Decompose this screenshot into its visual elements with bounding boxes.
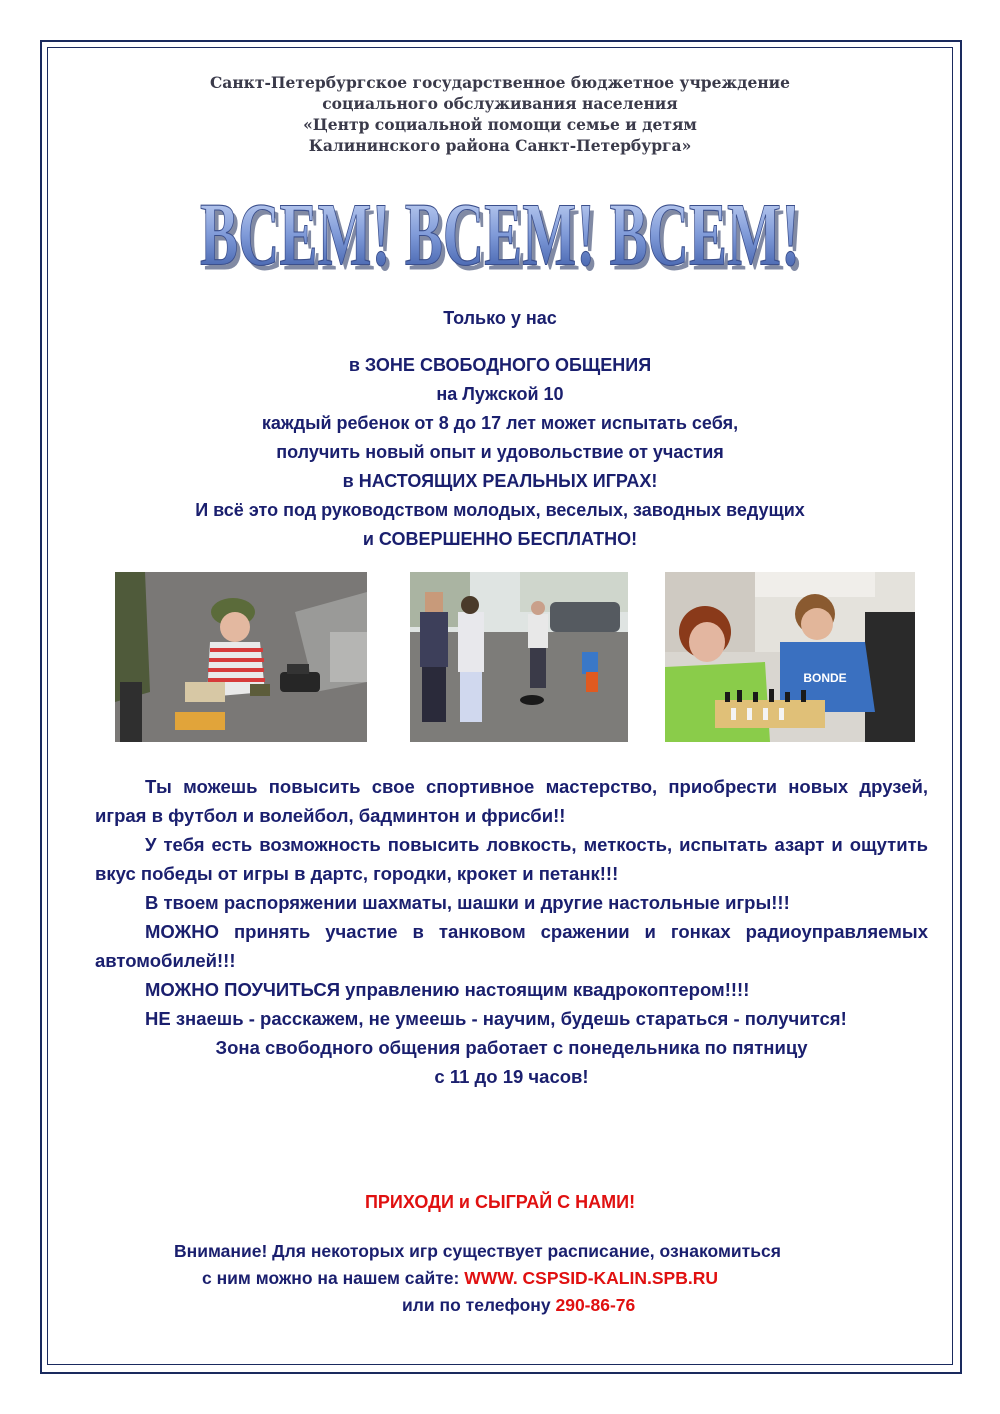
- notice-phone-line: [150, 1292, 930, 1319]
- photo-chess-game: [665, 572, 915, 742]
- shirt-print: BONDE: [803, 671, 847, 685]
- body-paragraph: МОЖНО принять участие в танковом сражении и гонках радиоуправляемых автомобилей!!!: [95, 921, 928, 971]
- organization-header: [100, 72, 900, 156]
- main-body-text: [95, 772, 928, 1091]
- website-link[interactable]: WWW. CSPSID-KALIN.SPB.RU: [464, 1268, 718, 1288]
- intro-line: на Лужской 10: [436, 384, 564, 404]
- photo-rc-tank: [115, 572, 367, 742]
- body-paragraph: Ты можешь повысить свое спортивное мастерство, приобрести новых друзей, играя в футбол и волейбол, бадминтон и фрисби!!: [95, 776, 928, 826]
- org-line: социального обслуживания населения: [322, 94, 678, 113]
- intro-line: и СОВЕРШЕННО БЕСПЛАТНО!: [362, 529, 638, 549]
- phone-number[interactable]: 290-86-76: [555, 1295, 636, 1315]
- notice-line: Внимание! Для некоторых игр существует расписание, ознакомиться: [174, 1241, 781, 1261]
- body-paragraph: НЕ знаешь - расскажем, не умеешь - научим, будешь стараться - получится!: [145, 1008, 847, 1029]
- intro-line: в НАСТОЯЩИХ РЕАЛЬНЫХ ИГРАХ!: [342, 471, 658, 491]
- schedule-hours: с 11 до 19 часов!: [434, 1066, 589, 1087]
- intro-line: получить новый опыт и удовольствие от участия: [276, 442, 724, 462]
- notice-phone-prefix: или по телефону: [402, 1295, 556, 1315]
- headline-text: ВСЕМ! ВСЕМ! ВСЕМ!: [200, 185, 800, 285]
- intro-line: каждый ребенок от 8 до 17 лет может испытать себя,: [261, 413, 739, 433]
- org-line: Санкт-Петербургское государственное бюджетное учреждение: [209, 73, 791, 92]
- notice-site-line: [150, 1265, 930, 1292]
- body-paragraph: У тебя есть возможность повысить ловкость, меткость, испытать азарт и ощутить вкус победы от игры в дартс, городки, крокет и петанк!!!: [95, 834, 928, 884]
- call-to-action: ПРИХОДИ и СЫГРАЙ С НАМИ!: [364, 1192, 636, 1212]
- photo-drone-yard: [410, 572, 628, 742]
- notice-site-prefix: с ним можно на нашем сайте:: [202, 1268, 465, 1288]
- schedule-line: Зона свободного общения работает с понедельника по пятницу: [215, 1037, 808, 1058]
- body-paragraph: В твоем распоряжении шахматы, шашки и другие настольные игры!!!: [145, 892, 790, 913]
- org-line: Калининского района Санкт-Петербурга»: [308, 136, 692, 155]
- intro-only-us: Только у нас: [443, 308, 557, 328]
- org-line: «Центр социальной помощи семье и детям: [303, 115, 697, 134]
- body-paragraph: МОЖНО ПОУЧИТЬСЯ управлению настоящим квадрокоптером!!!!: [145, 979, 750, 1000]
- intro-line: в ЗОНЕ СВОБОДНОГО ОБЩЕНИЯ: [348, 355, 652, 375]
- notice-block: [150, 1238, 930, 1319]
- headline-wordart: [150, 180, 850, 290]
- photo-strip: [0, 572, 1000, 742]
- intro-block: [70, 308, 930, 554]
- intro-line: И всё это под руководством молодых, веселых, заводных ведущих: [195, 500, 805, 520]
- headline-shadow: ВСЕМ! ВСЕМ! ВСЕМ!: [204, 190, 804, 290]
